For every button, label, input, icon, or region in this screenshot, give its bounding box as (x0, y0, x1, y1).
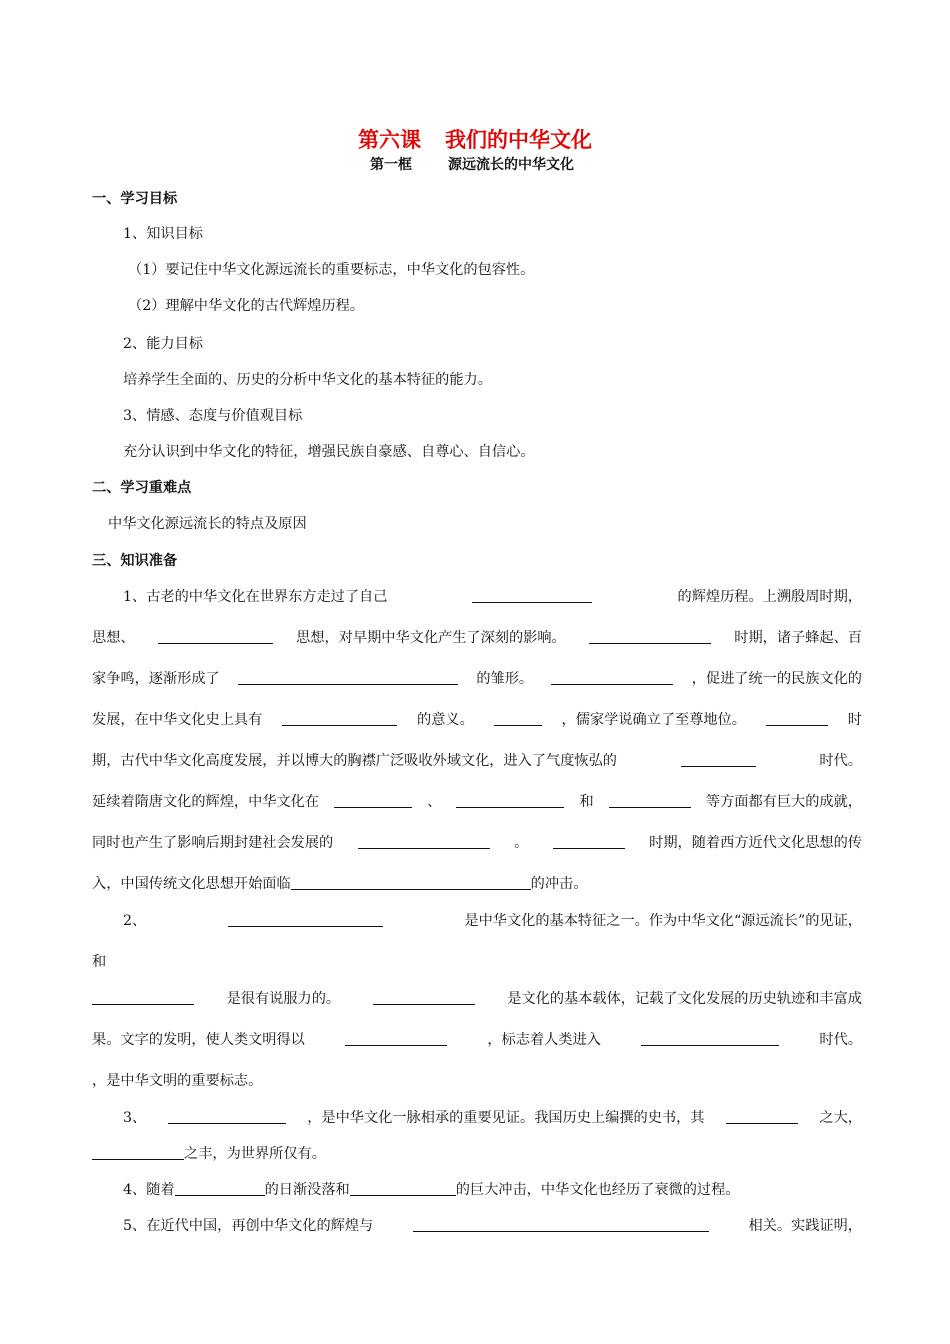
p2-line-4: 果。文字的发明，使人类文明得以 ，标志着人类进入 时代。 (92, 1032, 862, 1048)
fill-blank[interactable] (472, 588, 592, 603)
p1-line-1: 1、古老的中华文化在世界东方走过了自己 的辉煌历程。上溯殷周时期， (123, 589, 862, 605)
fill-blank[interactable] (373, 990, 475, 1005)
knowledge-goal-2: （2）理解中华文化的古代辉煌历程。 (128, 298, 365, 314)
fill-blank[interactable] (589, 629, 711, 644)
fill-blank[interactable] (726, 1109, 798, 1124)
lesson-name: 我们的中华文化 (445, 127, 592, 152)
emotion-goal-heading: 3、情感、态度与价值观目标 (123, 408, 303, 424)
keypoints-text: 中华文化源远流长的特点及原因 (108, 516, 307, 532)
p2-line-5: ，是中华文明的重要标志。 (92, 1073, 263, 1089)
ability-goal-heading: 2、能力目标 (123, 336, 203, 352)
fill-blank[interactable] (238, 670, 458, 685)
p4-line: 4、随着 的日渐没落和 的巨大冲击，中华文化也经历了衰微的过程。 (123, 1182, 740, 1198)
p1-line-6: 延续着隋唐文化的辉煌，中华文化在 、 和 等方面都有巨大的成就， (92, 794, 862, 810)
p1-line-7: 同时也产生了影响后期封建社会发展的 。 时期，随着西方近代文化思想的传 (92, 835, 862, 851)
fill-blank[interactable] (551, 670, 673, 685)
p1-line-5: 期，古代中华文化高度发展，并以博大的胸襟广泛吸收外域文化，进入了气度恢弘的 时代。 (92, 753, 862, 769)
fill-blank[interactable] (291, 875, 531, 890)
fill-blank[interactable] (168, 1109, 286, 1124)
fill-blank[interactable] (641, 1031, 779, 1046)
p3-line-2: 之丰，为世界所仅有。 (92, 1145, 326, 1163)
fill-blank[interactable] (494, 711, 542, 726)
fill-blank[interactable] (358, 834, 490, 849)
fill-blank[interactable] (92, 1145, 184, 1160)
p1-line-2: 思想、 思想，对早期中华文化产生了深刻的影响。 时期，诸子蜂起、百 (92, 630, 862, 646)
fill-blank[interactable] (282, 711, 397, 726)
lesson-title (0, 124, 950, 154)
section-heading-keypoints: 二、学习重难点 (92, 480, 192, 496)
fill-blank[interactable] (345, 1031, 447, 1046)
fill-blank[interactable] (350, 1181, 456, 1196)
fill-blank[interactable] (228, 912, 383, 927)
p3-line-1: 3、 ，是中华文化一脉相承的重要见证。我国历史上编撰的史书，其 之大， (123, 1110, 862, 1126)
section-heading-preparation: 三、知识准备 (92, 553, 178, 569)
fill-blank[interactable] (413, 1217, 709, 1232)
fill-blank[interactable] (175, 1181, 265, 1196)
section-heading-goals: 一、学习目标 (92, 191, 178, 207)
fill-blank[interactable] (158, 629, 273, 644)
p5-line: 5、在近代中国，再创中华文化的辉煌与 相关。实践证明， (123, 1218, 862, 1234)
frame-number: 第一框 (370, 157, 412, 173)
knowledge-goal-1: （1）要记住中华文化源远流长的重要标志，中华文化的包容性。 (128, 262, 535, 278)
fill-blank[interactable] (766, 711, 828, 726)
fill-blank[interactable] (553, 834, 625, 849)
emotion-goal-text: 充分认识到中华文化的特征，增强民族自豪感、自尊心、自信心。 (123, 444, 535, 460)
p1-line-4: 发展，在中华文化史上具有 的意义。 ，儒家学说确立了至尊地位。 时 (92, 712, 862, 728)
fill-blank[interactable] (609, 793, 691, 808)
p2-line-2: 和 (92, 954, 107, 970)
p2-line-3: 是很有说服力的。 是文化的基本载体，记载了文化发展的历史轨迹和丰富成 (92, 990, 862, 1008)
fill-blank[interactable] (92, 990, 194, 1005)
p1-line-8: 入，中国传统文化思想开始面临 的冲击。 (92, 876, 588, 892)
fill-blank[interactable] (681, 752, 756, 767)
ability-goal-text: 培养学生全面的、历史的分析中华文化的基本特征的能力。 (123, 372, 492, 388)
p1-line-3: 家争鸣，逐渐形成了 的雏形。 ，促进了统一的民族文化的 (92, 671, 862, 687)
section-subtitle (370, 154, 574, 174)
frame-name: 源远流长的中华文化 (448, 157, 574, 173)
knowledge-goal-heading: 1、知识目标 (123, 226, 203, 242)
lesson-number: 第六课 (358, 127, 421, 152)
p2-line-1: 2、 是中华文化的基本特征之一。作为中华文化“源远流长”的见证， (123, 913, 862, 929)
fill-blank[interactable] (456, 793, 564, 808)
fill-blank[interactable] (334, 793, 412, 808)
